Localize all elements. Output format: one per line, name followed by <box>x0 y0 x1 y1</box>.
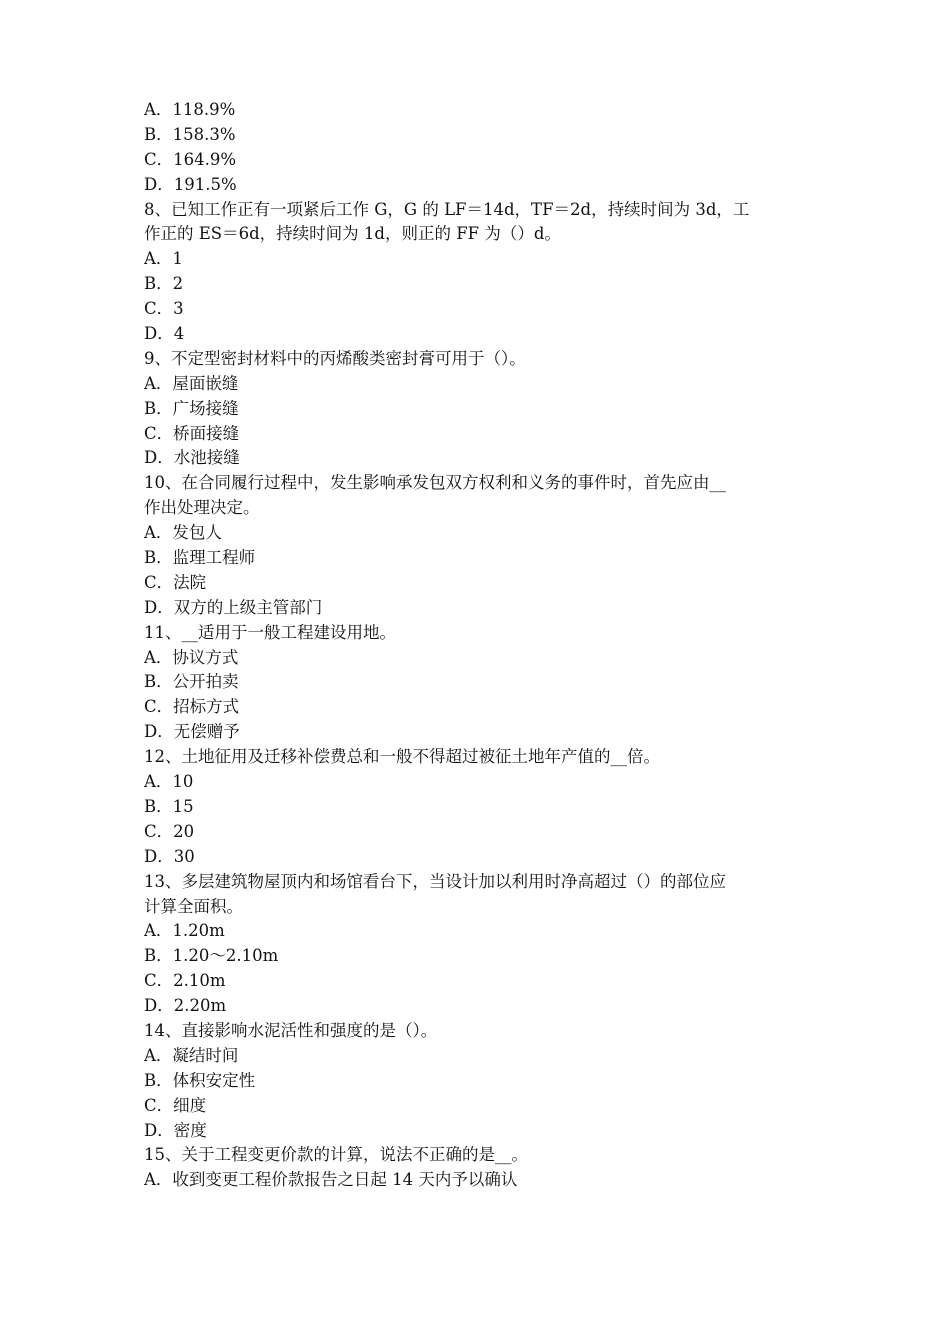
option-line: B．158.3% <box>144 124 236 144</box>
option-line: A．118.9% <box>144 100 236 119</box>
option-line: D．水池接缝 <box>144 448 240 468</box>
option-line: D．2.20m <box>144 996 227 1016</box>
option-line: B．1.20～2.10m <box>144 946 279 966</box>
option-line: A．收到变更工程价款报告之日起 14 天内予以确认 <box>144 1170 518 1190</box>
question-line: 12、土地征用及迁移补偿费总和一般不得超过被征土地年产值的__倍。 <box>144 747 660 767</box>
option-line: A．凝结时间 <box>144 1045 239 1065</box>
option-line: D．双方的上级主管部门 <box>144 597 323 617</box>
option-line: A．1 <box>144 249 183 269</box>
option-line: C．2.10m <box>144 971 226 991</box>
document-page <box>144 98 816 1193</box>
question-line: 作正的 ES＝6d，持续时间为 1d，则正的 FF 为（）d。 <box>144 224 561 244</box>
option-line: C．164.9% <box>144 149 237 169</box>
option-line: C．3 <box>144 299 184 319</box>
question-line: 9、不定型密封材料中的丙烯酸类密封膏可用于（）。 <box>144 348 526 368</box>
option-line: C．桥面接缝 <box>144 423 240 443</box>
option-line: D．191.5% <box>144 174 237 194</box>
question-line: 14、直接影响水泥活性和强度的是（）。 <box>144 1020 438 1040</box>
option-line: B．体积安定性 <box>144 1070 256 1090</box>
option-line: B．广场接缝 <box>144 398 239 418</box>
option-line: A．协议方式 <box>144 647 239 667</box>
option-line: D．30 <box>144 846 195 866</box>
option-line: B．2 <box>144 274 184 294</box>
question-line: 11、__适用于一般工程建设用地。 <box>144 622 396 642</box>
option-line: A．10 <box>144 772 194 792</box>
option-line: B．监理工程师 <box>144 548 256 568</box>
option-line: C．20 <box>144 821 195 841</box>
option-line: C．法院 <box>144 572 207 592</box>
question-line: 作出处理决定。 <box>144 498 260 518</box>
question-line: 15、关于工程变更价款的计算，说法不正确的是__。 <box>144 1145 528 1165</box>
question-line: 10、在合同履行过程中，发生影响承发包双方权利和义务的事件时，首先应由__ <box>144 473 726 493</box>
option-line: D．无偿赠予 <box>144 722 240 742</box>
option-line: A．1.20m <box>144 921 225 941</box>
option-line: A．发包人 <box>144 523 222 543</box>
option-line: A．屋面嵌缝 <box>144 373 239 393</box>
question-line: 计算全面积。 <box>144 896 243 916</box>
question-line: 13、多层建筑物屋顶内和场馆看台下，当设计加以利用时净高超过（）的部位应 <box>144 871 726 891</box>
question-line: 8、已知工作正有一项紧后工作 G，G 的 LF＝14d，TF＝2d，持续时间为 3d，工 <box>144 199 750 219</box>
option-line: C．细度 <box>144 1095 207 1115</box>
option-line: B．15 <box>144 796 194 816</box>
option-line: D．4 <box>144 324 185 344</box>
option-line: B．公开拍卖 <box>144 672 239 692</box>
option-line: C．招标方式 <box>144 697 240 717</box>
option-line: D．密度 <box>144 1120 207 1140</box>
